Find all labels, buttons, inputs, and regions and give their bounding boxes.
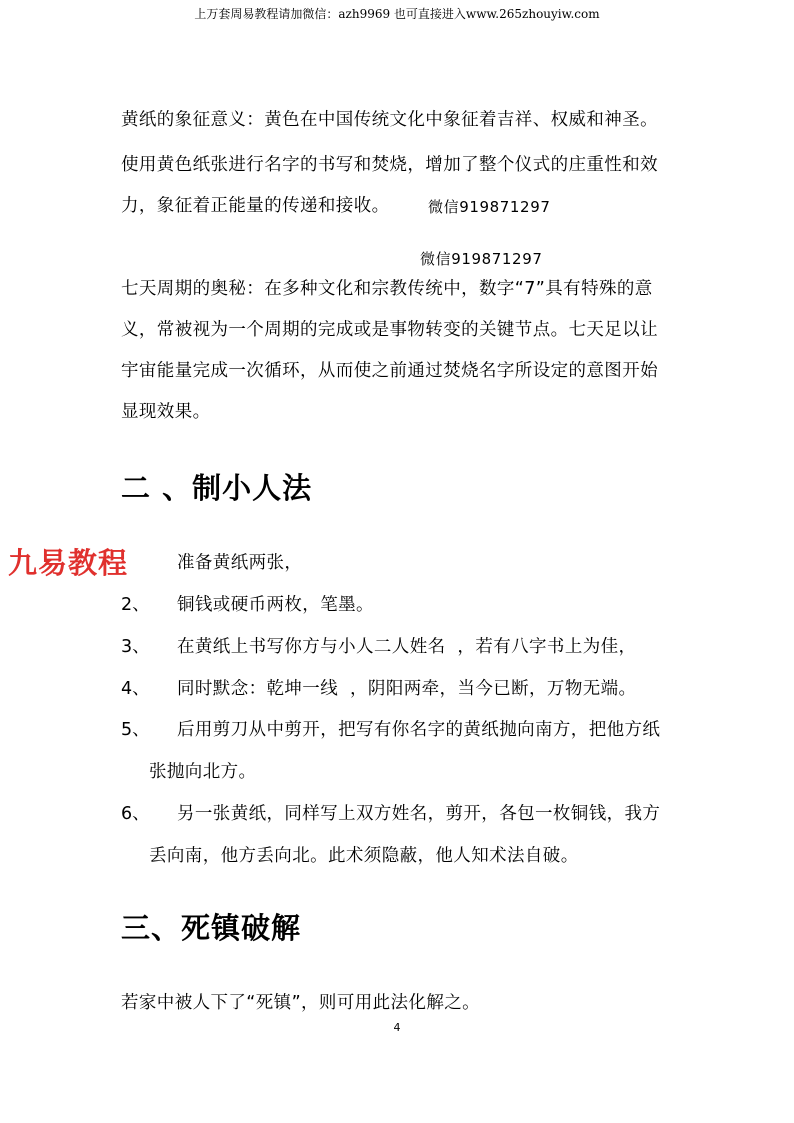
step-6-number: 6、 — [121, 804, 150, 824]
wechat-note-2: 微信919871297 — [420, 250, 543, 268]
para2-line2: 义，常被视为一个周期的完成或是事物转变的关键节点。七天足以让 — [121, 320, 658, 340]
step-6-continuation: 丢向南，他方丢向北。此术须隐蔽，他人知术法自破。 — [149, 846, 579, 866]
step-4-text: 同时默念：乾坤一线 ，阴阳两牵，当今已断，万物无端。 — [177, 679, 637, 699]
para1-line3: 力，象征着正能量的传递和接收。 — [121, 196, 390, 216]
step-2-text: 铜钱或硬币两枚，笔墨。 — [177, 595, 374, 615]
para3: 若家中被人下了“死镇”，则可用此法化解之。 — [121, 993, 481, 1013]
step-4-number: 4、 — [121, 679, 150, 699]
para2-line1: 七天周期的奥秘：在多种文化和宗教传统中，数字“7”具有特殊的意 — [121, 279, 653, 299]
page-number: 4 — [393, 1021, 401, 1034]
para1-line1: 黄纸的象征意义：黄色在中国传统文化中象征着吉祥、权威和神圣。 — [121, 110, 658, 130]
watermark-logo: 九易教程 — [8, 546, 129, 580]
step-6-text: 另一张黄纸，同样写上双方姓名，剪开，各包一枚铜钱，我方 — [177, 804, 661, 824]
para2-line4: 显现效果。 — [121, 402, 211, 422]
wechat-note-1: 微信919871297 — [428, 198, 551, 216]
para1-line2: 使用黄色纸张进行名字的书写和焚烧，增加了整个仪式的庄重性和效 — [121, 155, 658, 175]
step-5-continuation: 张抛向北方。 — [149, 762, 257, 782]
step-5-number: 5、 — [121, 720, 150, 740]
section2-title: 二 、制小人法 — [121, 471, 313, 505]
step-3-number: 3、 — [121, 637, 150, 657]
step-5-text: 后用剪刀从中剪开，把写有你名字的黄纸抛向南方，把他方纸 — [177, 720, 661, 740]
para2-line3: 宇宙能量完成一次循环，从而使之前通过焚烧名字所设定的意图开始 — [121, 361, 658, 381]
step-3-text: 在黄纸上书写你方与小人二人姓名 ，若有八字书上为佳， — [177, 637, 637, 657]
page-header: 上万套周易教程请加微信：azh9969 也可直接进入www.265zhouyiw.com — [194, 7, 600, 21]
section3-title: 三、死镇破解 — [121, 911, 302, 945]
step-2-number: 2、 — [121, 595, 150, 615]
step-1-text: 准备黄纸两张， — [177, 553, 303, 573]
